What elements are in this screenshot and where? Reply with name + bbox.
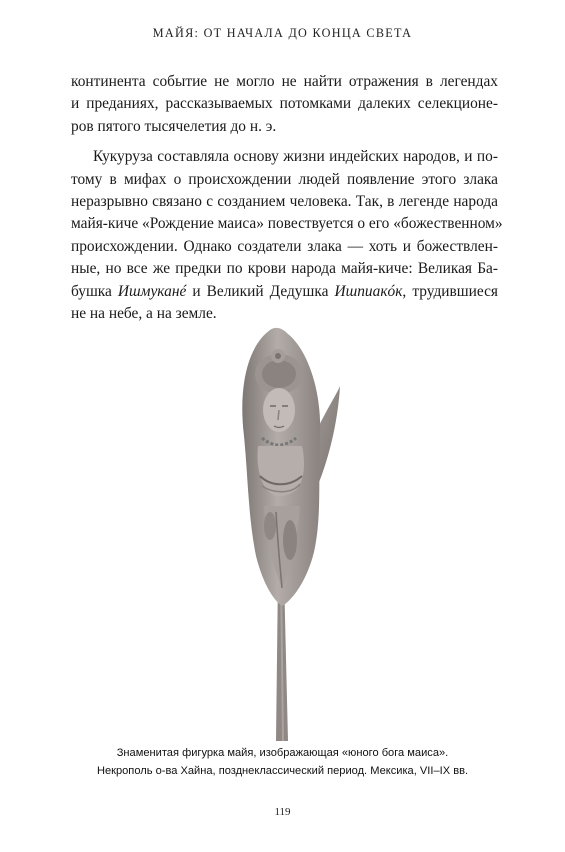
text-line: тому в мифах о происхождении людей появление этого злака	[71, 170, 498, 188]
deity-name: Ишпиакóк	[334, 282, 403, 300]
deity-name: Ишмуканé	[117, 282, 187, 300]
running-head: МАЙЯ: ОТ НАЧАЛА ДО КОНЦА СВЕТА	[152, 26, 413, 40]
text-line: и преданиях, рассказываемых потомками далеких селекционе-	[71, 95, 498, 113]
text-line: происхождении. Однако создатели злака — хоть и божествлен-	[71, 237, 498, 255]
text-fragment: и Великий Дедушка	[186, 282, 335, 300]
page-number: 119	[274, 806, 291, 818]
maize-god-figurine-image	[226, 326, 342, 742]
text-line: ров пятого тысячелетия до н. э.	[71, 117, 277, 135]
text-line: Кукуруза составляла основу жизни индейских народов, и по-	[93, 148, 498, 166]
text-fragment: бушка	[71, 282, 118, 300]
text-line: не на небе, а на земле.	[71, 305, 217, 323]
caption-line: Некрополь о-ва Хайна, позднеклассический период. Мексика, VII–IX вв.	[96, 765, 469, 778]
text-line: континента событие не могло не найти отражения в легендах	[71, 73, 498, 90]
text-line: неразрывно связано с созданием человека. Так, в легенде народа	[71, 193, 498, 211]
text-line	[71, 281, 498, 303]
body-text	[71, 71, 503, 325]
text-line: ные, но все же предки по крови народа майя-киче: Великая Ба-	[71, 260, 498, 278]
figure-caption	[40, 744, 525, 781]
caption-line: Знаменитая фигурка майя, изображающая «юного бога маиса».	[116, 747, 449, 759]
text-line: майя-киче «Рождение маиса» повествуется о его «божественном»	[71, 215, 503, 233]
text-fragment: , трудившиеся	[402, 282, 499, 300]
